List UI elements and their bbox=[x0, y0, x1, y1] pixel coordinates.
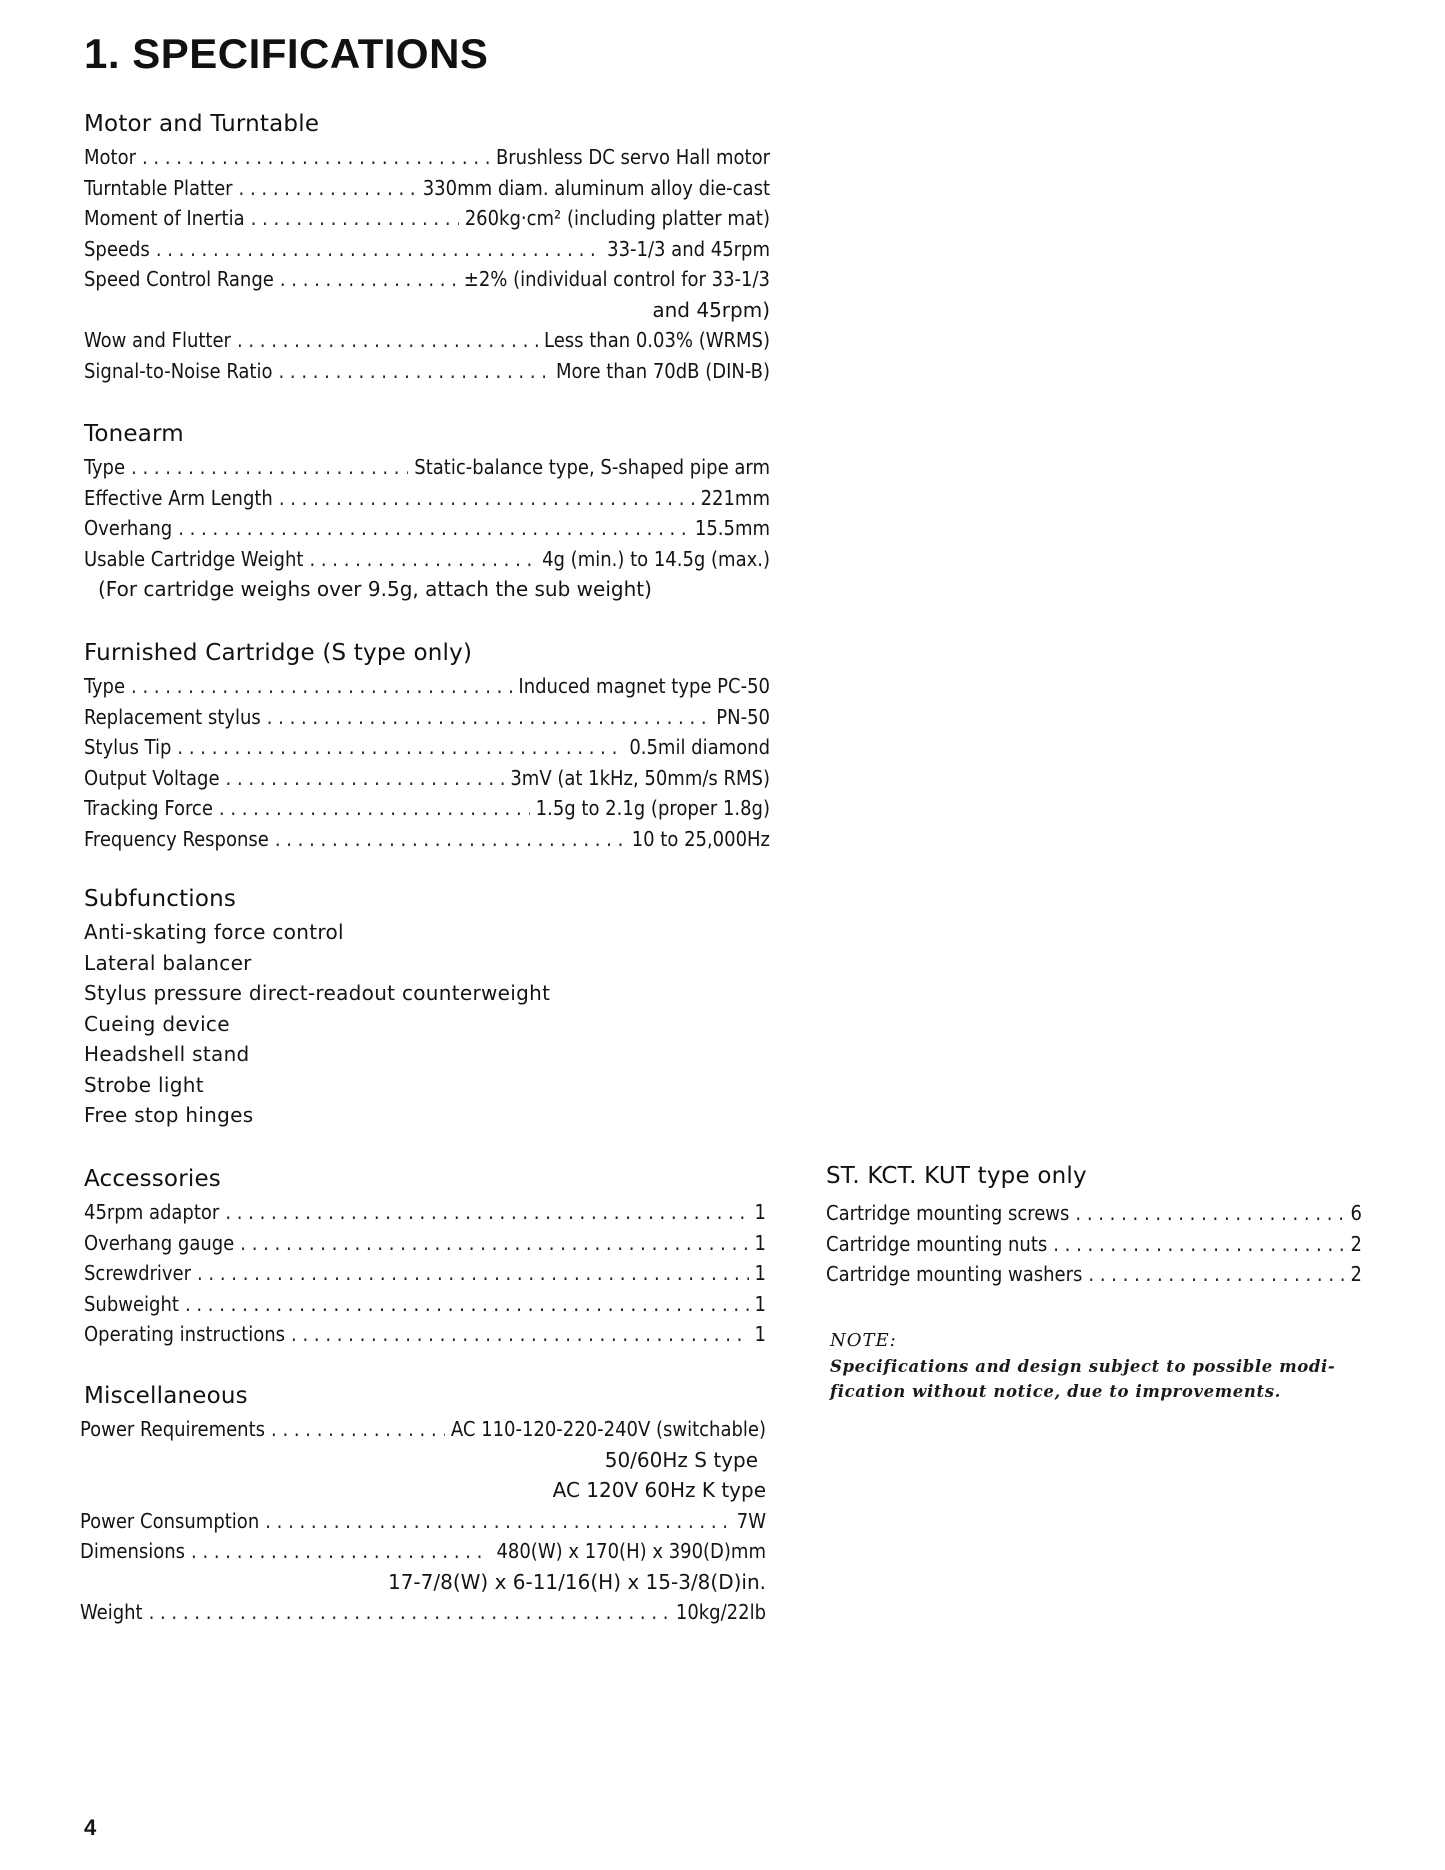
note-title: NOTE: bbox=[830, 1330, 897, 1351]
spec-label: Usable Cartridge Weight bbox=[84, 546, 304, 571]
note-body-line: Specifications and design subject to possible modi- bbox=[830, 1357, 1336, 1376]
spec-value: 1 bbox=[754, 1322, 766, 1346]
spec-row-speeds bbox=[84, 234, 770, 265]
spec-label: Tracking Force bbox=[84, 796, 213, 820]
dot-leader bbox=[226, 763, 505, 794]
section-subfunctions bbox=[84, 883, 770, 1131]
dot-leader bbox=[279, 483, 695, 514]
spec-value-continuation: 17-7/8(W) x 6-11/16(H) x 15-3/8(D)in. bbox=[387, 1569, 766, 1594]
dot-leader bbox=[178, 513, 689, 544]
section-heading: Subfunctions bbox=[84, 886, 237, 912]
spec-value: 6 bbox=[1350, 1201, 1362, 1225]
dot-leader bbox=[267, 702, 711, 733]
dot-leader bbox=[191, 1536, 490, 1567]
spec-row-type bbox=[84, 452, 770, 483]
dot-leader bbox=[1075, 1198, 1344, 1229]
spec-label: Output Voltage bbox=[84, 765, 220, 790]
dot-leader bbox=[278, 356, 549, 387]
spec-row-speed-control-range bbox=[84, 264, 770, 295]
spec-row-type bbox=[84, 671, 770, 702]
spec-row-effective-arm-length bbox=[84, 483, 770, 514]
spec-value: More than 70dB (DIN-B) bbox=[555, 358, 770, 383]
spec-value: Induced magnet type PC-50 bbox=[518, 674, 770, 698]
spec-value: 480(W) x 170(H) x 390(D)mm bbox=[496, 1539, 766, 1563]
spec-value-continuation: 50/60Hz S type bbox=[604, 1447, 758, 1472]
spec-row-power-requirements bbox=[80, 1414, 766, 1445]
spec-value: 33-1/3 and 45rpm bbox=[607, 236, 770, 261]
note-block bbox=[830, 1328, 1370, 1404]
spec-value: 3mV (at 1kHz, 50mm/s RMS) bbox=[510, 765, 770, 790]
spec-row-frequency-response bbox=[84, 824, 770, 855]
spec-label: Cartridge mounting washers bbox=[826, 1262, 1083, 1286]
spec-value: PN-50 bbox=[716, 704, 770, 729]
spec-label: Type bbox=[84, 455, 126, 479]
spec-row-signal-noise bbox=[84, 356, 770, 387]
dot-leader bbox=[156, 234, 601, 265]
spec-row-stylus-tip bbox=[84, 732, 770, 763]
section-heading: Motor and Turntable bbox=[84, 111, 320, 137]
dot-leader bbox=[309, 544, 536, 575]
section-heading: Furnished Cartridge (S type only) bbox=[84, 640, 473, 666]
section-heading: Accessories bbox=[84, 1166, 221, 1192]
dot-leader bbox=[219, 793, 530, 824]
spec-value: 330mm diam. aluminum alloy die-cast bbox=[422, 175, 770, 200]
spec-value: Brushless DC servo Hall motor bbox=[495, 145, 770, 169]
subfunction-item: Headshell stand bbox=[84, 1042, 250, 1066]
spec-row-replacement-stylus bbox=[84, 702, 770, 733]
spec-value: 1 bbox=[754, 1200, 766, 1224]
spec-label: Moment of Inertia bbox=[84, 206, 245, 230]
spec-label: Power Requirements bbox=[80, 1417, 266, 1441]
spec-label: Frequency Response bbox=[84, 826, 269, 851]
spec-label: Speeds bbox=[84, 236, 150, 261]
spec-label: Motor bbox=[84, 145, 136, 169]
page-title: 1. SPECIFICATIONS bbox=[84, 30, 489, 77]
dot-leader bbox=[237, 325, 538, 356]
spec-label: 45rpm adaptor bbox=[84, 1200, 220, 1224]
spec-label: Stylus Tip bbox=[84, 735, 172, 759]
dot-leader bbox=[131, 452, 408, 483]
dot-leader bbox=[1088, 1259, 1344, 1290]
spec-value: ±2% (individual control for 33-1/3 bbox=[463, 267, 770, 291]
spec-row-dimensions bbox=[80, 1536, 766, 1567]
spec-value: 10kg/22lb bbox=[675, 1600, 766, 1624]
spec-label: Subweight bbox=[84, 1291, 179, 1316]
spec-label: Effective Arm Length bbox=[84, 485, 273, 510]
spec-row-usable-cartridge-weight bbox=[84, 544, 770, 575]
spec-label: Weight bbox=[80, 1600, 143, 1624]
dot-leader bbox=[185, 1289, 749, 1320]
spec-label: Overhang bbox=[84, 516, 173, 540]
accessory-row bbox=[826, 1259, 1362, 1290]
spec-value: 4g (min.) to 14.5g (max.) bbox=[542, 546, 770, 571]
dot-leader bbox=[275, 824, 626, 855]
spec-label: Cartridge mounting screws bbox=[826, 1201, 1070, 1225]
accessory-row bbox=[84, 1197, 766, 1228]
spec-value-continuation: and 45rpm) bbox=[652, 297, 770, 322]
spec-row-wow-flutter bbox=[84, 325, 770, 356]
spec-value: 10 to 25,000Hz bbox=[631, 826, 770, 851]
spec-label: Screwdriver bbox=[84, 1261, 191, 1285]
spec-row-overhang bbox=[84, 513, 770, 544]
spec-value: 260kg·cm² (including platter mat) bbox=[464, 206, 770, 230]
spec-value: 1 bbox=[754, 1261, 766, 1285]
dot-leader bbox=[225, 1197, 748, 1228]
tonearm-note: (For cartridge weighs over 9.5g, attach the sub weight) bbox=[98, 577, 652, 601]
spec-row-weight bbox=[80, 1597, 766, 1628]
dot-leader bbox=[1053, 1229, 1344, 1260]
spec-label: Dimensions bbox=[80, 1539, 186, 1563]
dot-leader bbox=[271, 1414, 445, 1445]
spec-label: Replacement stylus bbox=[84, 704, 261, 729]
page-number: 4 bbox=[84, 1815, 97, 1840]
section-heading: Miscellaneous bbox=[84, 1383, 248, 1409]
spec-label: Speed Control Range bbox=[84, 267, 274, 291]
dot-leader bbox=[240, 1228, 748, 1259]
dot-leader bbox=[197, 1258, 749, 1289]
spec-value: 221mm bbox=[700, 485, 770, 510]
spec-value: 2 bbox=[1350, 1231, 1362, 1256]
dot-leader bbox=[142, 142, 490, 173]
accessory-row bbox=[826, 1229, 1362, 1260]
subfunction-item: Anti-skating force control bbox=[84, 920, 344, 944]
spec-label: Wow and Flutter bbox=[84, 328, 231, 352]
section-furnished-cartridge bbox=[84, 637, 770, 854]
accessory-row bbox=[826, 1198, 1362, 1229]
dot-leader bbox=[251, 203, 459, 234]
spec-label: Overhang gauge bbox=[84, 1230, 235, 1255]
spec-value: 7W bbox=[736, 1508, 766, 1533]
spec-row-moment-of-inertia bbox=[84, 203, 770, 234]
spec-row-tracking-force bbox=[84, 793, 770, 824]
dot-leader bbox=[149, 1597, 670, 1628]
spec-label: Type bbox=[84, 674, 126, 698]
spec-value: 1.5g to 2.1g (proper 1.8g) bbox=[535, 796, 770, 820]
subfunction-item: Strobe light bbox=[84, 1072, 204, 1097]
spec-label: Turntable Platter bbox=[84, 175, 233, 200]
section-type-only bbox=[826, 1160, 1362, 1290]
subfunction-item: Free stop hinges bbox=[84, 1103, 254, 1127]
accessory-row bbox=[84, 1258, 766, 1289]
spec-value: 1 bbox=[754, 1291, 766, 1316]
dot-leader bbox=[239, 173, 417, 204]
section-miscellaneous bbox=[80, 1380, 766, 1628]
subfunction-item: Stylus pressure direct-readout counterweight bbox=[84, 981, 551, 1005]
spec-value: 2 bbox=[1350, 1262, 1362, 1286]
section-heading: ST. KCT. KUT type only bbox=[826, 1163, 1087, 1189]
spec-label: Signal-to-Noise Ratio bbox=[84, 358, 273, 383]
spec-row-turntable-platter bbox=[84, 173, 770, 204]
dot-leader bbox=[177, 732, 623, 763]
spec-label: Operating instructions bbox=[84, 1322, 286, 1346]
dot-leader bbox=[291, 1319, 749, 1350]
spec-value-continuation: AC 120V 60Hz K type bbox=[552, 1478, 766, 1502]
spec-row-output-voltage bbox=[84, 763, 770, 794]
spec-label: Cartridge mounting nuts bbox=[826, 1231, 1048, 1256]
accessory-row bbox=[84, 1228, 766, 1259]
spec-value: AC 110-120-220-240V (switchable) bbox=[450, 1417, 766, 1441]
spec-value: Static-balance type, S-shaped pipe arm bbox=[414, 455, 770, 479]
subfunction-item: Cueing device bbox=[84, 1011, 230, 1036]
dot-leader bbox=[131, 671, 512, 702]
spec-value: 0.5mil diamond bbox=[629, 735, 770, 759]
spec-value: 1 bbox=[754, 1230, 766, 1255]
section-heading: Tonearm bbox=[84, 421, 184, 447]
accessory-row bbox=[84, 1319, 766, 1350]
section-accessories bbox=[84, 1163, 766, 1350]
section-tonearm bbox=[84, 418, 770, 605]
accessory-row bbox=[84, 1289, 766, 1320]
spec-row-motor bbox=[84, 142, 770, 173]
dot-leader bbox=[265, 1506, 731, 1537]
section-motor-turntable bbox=[84, 108, 770, 386]
dot-leader bbox=[280, 264, 458, 295]
spec-value: 15.5mm bbox=[694, 516, 770, 540]
note-body-line: fication without notice, due to improvements. bbox=[830, 1382, 1281, 1401]
spec-row-power-consumption bbox=[80, 1506, 766, 1537]
spec-value: Less than 0.03% (WRMS) bbox=[544, 328, 770, 352]
spec-label: Power Consumption bbox=[80, 1508, 260, 1533]
subfunction-item: Lateral balancer bbox=[84, 950, 252, 975]
